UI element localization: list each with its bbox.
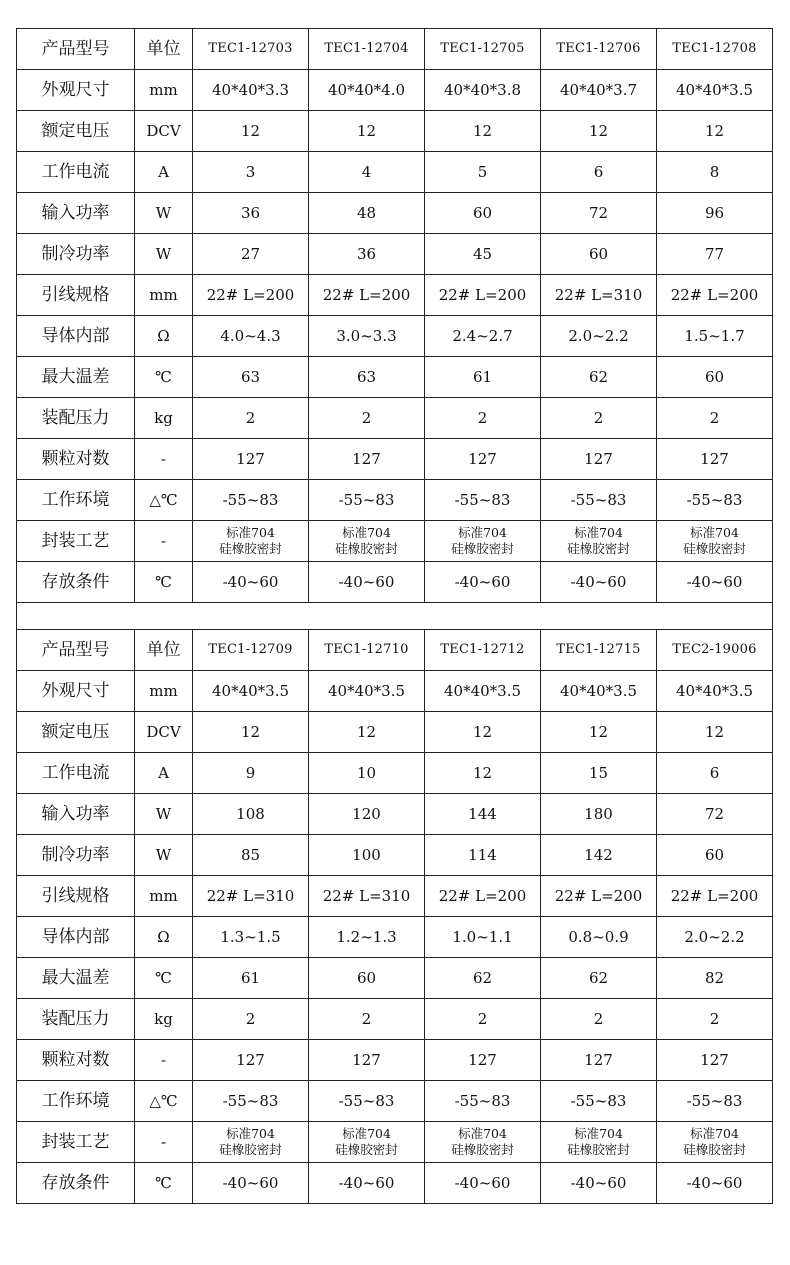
value-cell: 108: [193, 794, 309, 835]
value-cell: [657, 1122, 773, 1163]
value-cell: 40*40*3.5: [657, 671, 773, 712]
package-line: 硅橡胶密封: [335, 1142, 398, 1157]
value-cell: -40~60: [541, 1163, 657, 1204]
value-cell: 127: [541, 439, 657, 480]
package-line: 硅橡胶密封: [219, 1142, 282, 1157]
value-cell: 120: [309, 794, 425, 835]
value-cell: 60: [309, 958, 425, 999]
value-cell: 40*40*3.8: [425, 70, 541, 111]
row-label: 存放条件: [17, 562, 135, 603]
value-cell: 22# L=200: [425, 876, 541, 917]
value-cell: 22# L=200: [309, 275, 425, 316]
value-cell: -55~83: [193, 480, 309, 521]
package-line: 标准704: [226, 1126, 275, 1142]
value-cell: 40*40*3.5: [425, 671, 541, 712]
row-label: 装配压力: [17, 398, 135, 439]
header-row: [17, 29, 773, 70]
value-cell: -40~60: [193, 1163, 309, 1204]
table-row: [17, 876, 773, 917]
value-cell: 2.0~2.2: [657, 917, 773, 958]
value-cell: 60: [425, 193, 541, 234]
row-label: 工作环境: [17, 1081, 135, 1122]
row-unit: Ω: [135, 316, 193, 357]
row-unit: W: [135, 234, 193, 275]
value-cell: -55~83: [309, 1081, 425, 1122]
model-cell: TEC2-19006: [657, 630, 773, 671]
row-label: 最大温差: [17, 958, 135, 999]
value-cell: -40~60: [425, 562, 541, 603]
row-label: 额定电压: [17, 712, 135, 753]
value-cell: 61: [425, 357, 541, 398]
value-cell: 40*40*3.5: [657, 70, 773, 111]
row-unit: ℃: [135, 357, 193, 398]
package-line: 标准704: [458, 1126, 507, 1142]
row-unit: △℃: [135, 1081, 193, 1122]
model-cell: TEC1-12703: [193, 29, 309, 70]
value-cell: [193, 521, 309, 562]
value-cell: [309, 521, 425, 562]
model-cell: TEC1-12712: [425, 630, 541, 671]
value-cell: 6: [541, 152, 657, 193]
value-cell: [309, 1122, 425, 1163]
value-cell: 180: [541, 794, 657, 835]
model-cell: TEC1-12709: [193, 630, 309, 671]
model-cell: TEC1-12715: [541, 630, 657, 671]
value-cell: 127: [309, 1040, 425, 1081]
value-cell: -40~60: [657, 562, 773, 603]
table-row: [17, 439, 773, 480]
value-cell: 40*40*3.7: [541, 70, 657, 111]
row-unit: DCV: [135, 111, 193, 152]
row-label: 导体内部: [17, 316, 135, 357]
row-label: 存放条件: [17, 1163, 135, 1204]
table-row: [17, 193, 773, 234]
table-row: [17, 521, 773, 562]
table-row: [17, 234, 773, 275]
package-line: 硅橡胶密封: [219, 541, 282, 556]
header-label: 产品型号: [17, 630, 135, 671]
value-cell: 12: [425, 712, 541, 753]
value-cell: 2: [657, 999, 773, 1040]
value-cell: -40~60: [193, 562, 309, 603]
value-cell: 77: [657, 234, 773, 275]
value-cell: 1.2~1.3: [309, 917, 425, 958]
value-cell: -40~60: [657, 1163, 773, 1204]
value-cell: 144: [425, 794, 541, 835]
table-row: [17, 398, 773, 439]
value-cell: 114: [425, 835, 541, 876]
package-line: 标准704: [342, 525, 391, 541]
table-separator: [17, 603, 773, 630]
value-cell: 12: [425, 753, 541, 794]
package-line: 硅橡胶密封: [567, 541, 630, 556]
value-cell: 12: [309, 111, 425, 152]
value-cell: -40~60: [541, 562, 657, 603]
value-cell: 0.8~0.9: [541, 917, 657, 958]
table-row: [17, 999, 773, 1040]
row-unit: kg: [135, 999, 193, 1040]
value-cell: [425, 521, 541, 562]
row-unit: mm: [135, 671, 193, 712]
package-line: 标准704: [342, 1126, 391, 1142]
row-unit: -: [135, 439, 193, 480]
table-row: [17, 357, 773, 398]
row-unit: W: [135, 193, 193, 234]
table-row: [17, 958, 773, 999]
table-row: [17, 1122, 773, 1163]
value-cell: 4.0~4.3: [193, 316, 309, 357]
table-row: [17, 316, 773, 357]
row-unit: DCV: [135, 712, 193, 753]
value-cell: -55~83: [541, 1081, 657, 1122]
table-row: [17, 1040, 773, 1081]
value-cell: 10: [309, 753, 425, 794]
value-cell: 4: [309, 152, 425, 193]
value-cell: -40~60: [425, 1163, 541, 1204]
value-cell: 142: [541, 835, 657, 876]
value-cell: 22# L=200: [657, 876, 773, 917]
value-cell: [657, 521, 773, 562]
table-row: [17, 70, 773, 111]
value-cell: 12: [541, 111, 657, 152]
row-label: 封装工艺: [17, 1122, 135, 1163]
package-line: 硅橡胶密封: [683, 541, 746, 556]
value-cell: 2.0~2.2: [541, 316, 657, 357]
value-cell: -55~83: [541, 480, 657, 521]
package-line: 标准704: [574, 1126, 623, 1142]
row-unit: A: [135, 152, 193, 193]
row-label: 封装工艺: [17, 521, 135, 562]
header-unit: 单位: [135, 630, 193, 671]
spec-table: [16, 28, 773, 1204]
value-cell: 1.0~1.1: [425, 917, 541, 958]
table-row: [17, 794, 773, 835]
row-unit: W: [135, 835, 193, 876]
table-row: [17, 562, 773, 603]
value-cell: 127: [425, 1040, 541, 1081]
row-unit: kg: [135, 398, 193, 439]
row-label: 引线规格: [17, 275, 135, 316]
value-cell: 12: [425, 111, 541, 152]
table-row: [17, 671, 773, 712]
value-cell: 62: [541, 357, 657, 398]
value-cell: 6: [657, 753, 773, 794]
package-line: 标准704: [458, 525, 507, 541]
value-cell: 127: [193, 439, 309, 480]
table-row: [17, 275, 773, 316]
row-unit: ℃: [135, 958, 193, 999]
value-cell: 22# L=310: [193, 876, 309, 917]
value-cell: 45: [425, 234, 541, 275]
value-cell: 127: [309, 439, 425, 480]
model-cell: TEC1-12705: [425, 29, 541, 70]
value-cell: -55~83: [657, 480, 773, 521]
value-cell: 2: [541, 398, 657, 439]
row-unit: mm: [135, 876, 193, 917]
table-row: [17, 712, 773, 753]
value-cell: 127: [541, 1040, 657, 1081]
value-cell: 82: [657, 958, 773, 999]
value-cell: 60: [657, 357, 773, 398]
table-row: [17, 917, 773, 958]
value-cell: 40*40*3.3: [193, 70, 309, 111]
value-cell: 72: [657, 794, 773, 835]
row-label: 装配压力: [17, 999, 135, 1040]
value-cell: 12: [309, 712, 425, 753]
value-cell: 12: [657, 111, 773, 152]
value-cell: [425, 1122, 541, 1163]
value-cell: 61: [193, 958, 309, 999]
value-cell: 15: [541, 753, 657, 794]
table-row: [17, 835, 773, 876]
row-label: 制冷功率: [17, 835, 135, 876]
value-cell: 60: [657, 835, 773, 876]
spec-sheet: [16, 28, 772, 1204]
row-label: 外观尺寸: [17, 70, 135, 111]
package-line: 标准704: [690, 525, 739, 541]
value-cell: 9: [193, 753, 309, 794]
value-cell: 12: [657, 712, 773, 753]
value-cell: -55~83: [193, 1081, 309, 1122]
model-cell: TEC1-12710: [309, 630, 425, 671]
value-cell: 2: [309, 398, 425, 439]
row-unit: -: [135, 1040, 193, 1081]
package-line: 标准704: [574, 525, 623, 541]
model-cell: TEC1-12704: [309, 29, 425, 70]
value-cell: 60: [541, 234, 657, 275]
row-unit: Ω: [135, 917, 193, 958]
separator-cell: [17, 603, 773, 630]
value-cell: 40*40*3.5: [541, 671, 657, 712]
row-label: 颗粒对数: [17, 439, 135, 480]
row-unit: ℃: [135, 1163, 193, 1204]
value-cell: 48: [309, 193, 425, 234]
row-label: 制冷功率: [17, 234, 135, 275]
value-cell: 127: [657, 439, 773, 480]
value-cell: [193, 1122, 309, 1163]
table-row: [17, 111, 773, 152]
value-cell: 127: [657, 1040, 773, 1081]
value-cell: -40~60: [309, 1163, 425, 1204]
value-cell: 12: [193, 712, 309, 753]
package-line: 硅橡胶密封: [335, 541, 398, 556]
model-cell: TEC1-12708: [657, 29, 773, 70]
value-cell: 2: [657, 398, 773, 439]
row-unit: -: [135, 1122, 193, 1163]
value-cell: 100: [309, 835, 425, 876]
row-unit: mm: [135, 70, 193, 111]
value-cell: 3: [193, 152, 309, 193]
row-unit: mm: [135, 275, 193, 316]
row-unit: A: [135, 753, 193, 794]
value-cell: 62: [541, 958, 657, 999]
value-cell: 40*40*3.5: [309, 671, 425, 712]
row-label: 颗粒对数: [17, 1040, 135, 1081]
value-cell: 63: [309, 357, 425, 398]
row-unit: ℃: [135, 562, 193, 603]
value-cell: 63: [193, 357, 309, 398]
value-cell: 2: [541, 999, 657, 1040]
value-cell: 12: [193, 111, 309, 152]
value-cell: [541, 521, 657, 562]
value-cell: 3.0~3.3: [309, 316, 425, 357]
value-cell: 1.3~1.5: [193, 917, 309, 958]
spec-table-body: [17, 29, 773, 1204]
table-row: [17, 1081, 773, 1122]
row-label: 额定电压: [17, 111, 135, 152]
value-cell: 127: [193, 1040, 309, 1081]
header-unit: 单位: [135, 29, 193, 70]
value-cell: 5: [425, 152, 541, 193]
row-label: 导体内部: [17, 917, 135, 958]
value-cell: 85: [193, 835, 309, 876]
table-row: [17, 152, 773, 193]
model-cell: TEC1-12706: [541, 29, 657, 70]
table-row: [17, 480, 773, 521]
package-line: 标准704: [690, 1126, 739, 1142]
header-label: 产品型号: [17, 29, 135, 70]
row-unit: △℃: [135, 480, 193, 521]
value-cell: 2: [193, 999, 309, 1040]
value-cell: 1.5~1.7: [657, 316, 773, 357]
value-cell: 22# L=200: [425, 275, 541, 316]
value-cell: 2: [425, 999, 541, 1040]
row-label: 最大温差: [17, 357, 135, 398]
package-line: 硅橡胶密封: [567, 1142, 630, 1157]
value-cell: -55~83: [425, 1081, 541, 1122]
value-cell: -55~83: [425, 480, 541, 521]
value-cell: 12: [541, 712, 657, 753]
value-cell: 27: [193, 234, 309, 275]
value-cell: 22# L=200: [657, 275, 773, 316]
row-label: 外观尺寸: [17, 671, 135, 712]
value-cell: 40*40*4.0: [309, 70, 425, 111]
value-cell: 127: [425, 439, 541, 480]
value-cell: 62: [425, 958, 541, 999]
value-cell: 96: [657, 193, 773, 234]
value-cell: 36: [309, 234, 425, 275]
value-cell: 2: [425, 398, 541, 439]
value-cell: -40~60: [309, 562, 425, 603]
value-cell: -55~83: [657, 1081, 773, 1122]
value-cell: 36: [193, 193, 309, 234]
value-cell: 2: [193, 398, 309, 439]
table-row: [17, 753, 773, 794]
row-label: 输入功率: [17, 193, 135, 234]
row-unit: -: [135, 521, 193, 562]
row-label: 工作电流: [17, 753, 135, 794]
value-cell: [541, 1122, 657, 1163]
value-cell: 40*40*3.5: [193, 671, 309, 712]
package-line: 硅橡胶密封: [451, 541, 514, 556]
value-cell: -55~83: [309, 480, 425, 521]
value-cell: 22# L=310: [309, 876, 425, 917]
value-cell: 2.4~2.7: [425, 316, 541, 357]
package-line: 硅橡胶密封: [451, 1142, 514, 1157]
value-cell: 72: [541, 193, 657, 234]
row-label: 工作环境: [17, 480, 135, 521]
package-line: 标准704: [226, 525, 275, 541]
package-line: 硅橡胶密封: [683, 1142, 746, 1157]
value-cell: 22# L=200: [541, 876, 657, 917]
row-unit: W: [135, 794, 193, 835]
table-row: [17, 1163, 773, 1204]
value-cell: 2: [309, 999, 425, 1040]
value-cell: 22# L=200: [193, 275, 309, 316]
header-row: [17, 630, 773, 671]
value-cell: 22# L=310: [541, 275, 657, 316]
value-cell: 8: [657, 152, 773, 193]
row-label: 引线规格: [17, 876, 135, 917]
row-label: 输入功率: [17, 794, 135, 835]
row-label: 工作电流: [17, 152, 135, 193]
